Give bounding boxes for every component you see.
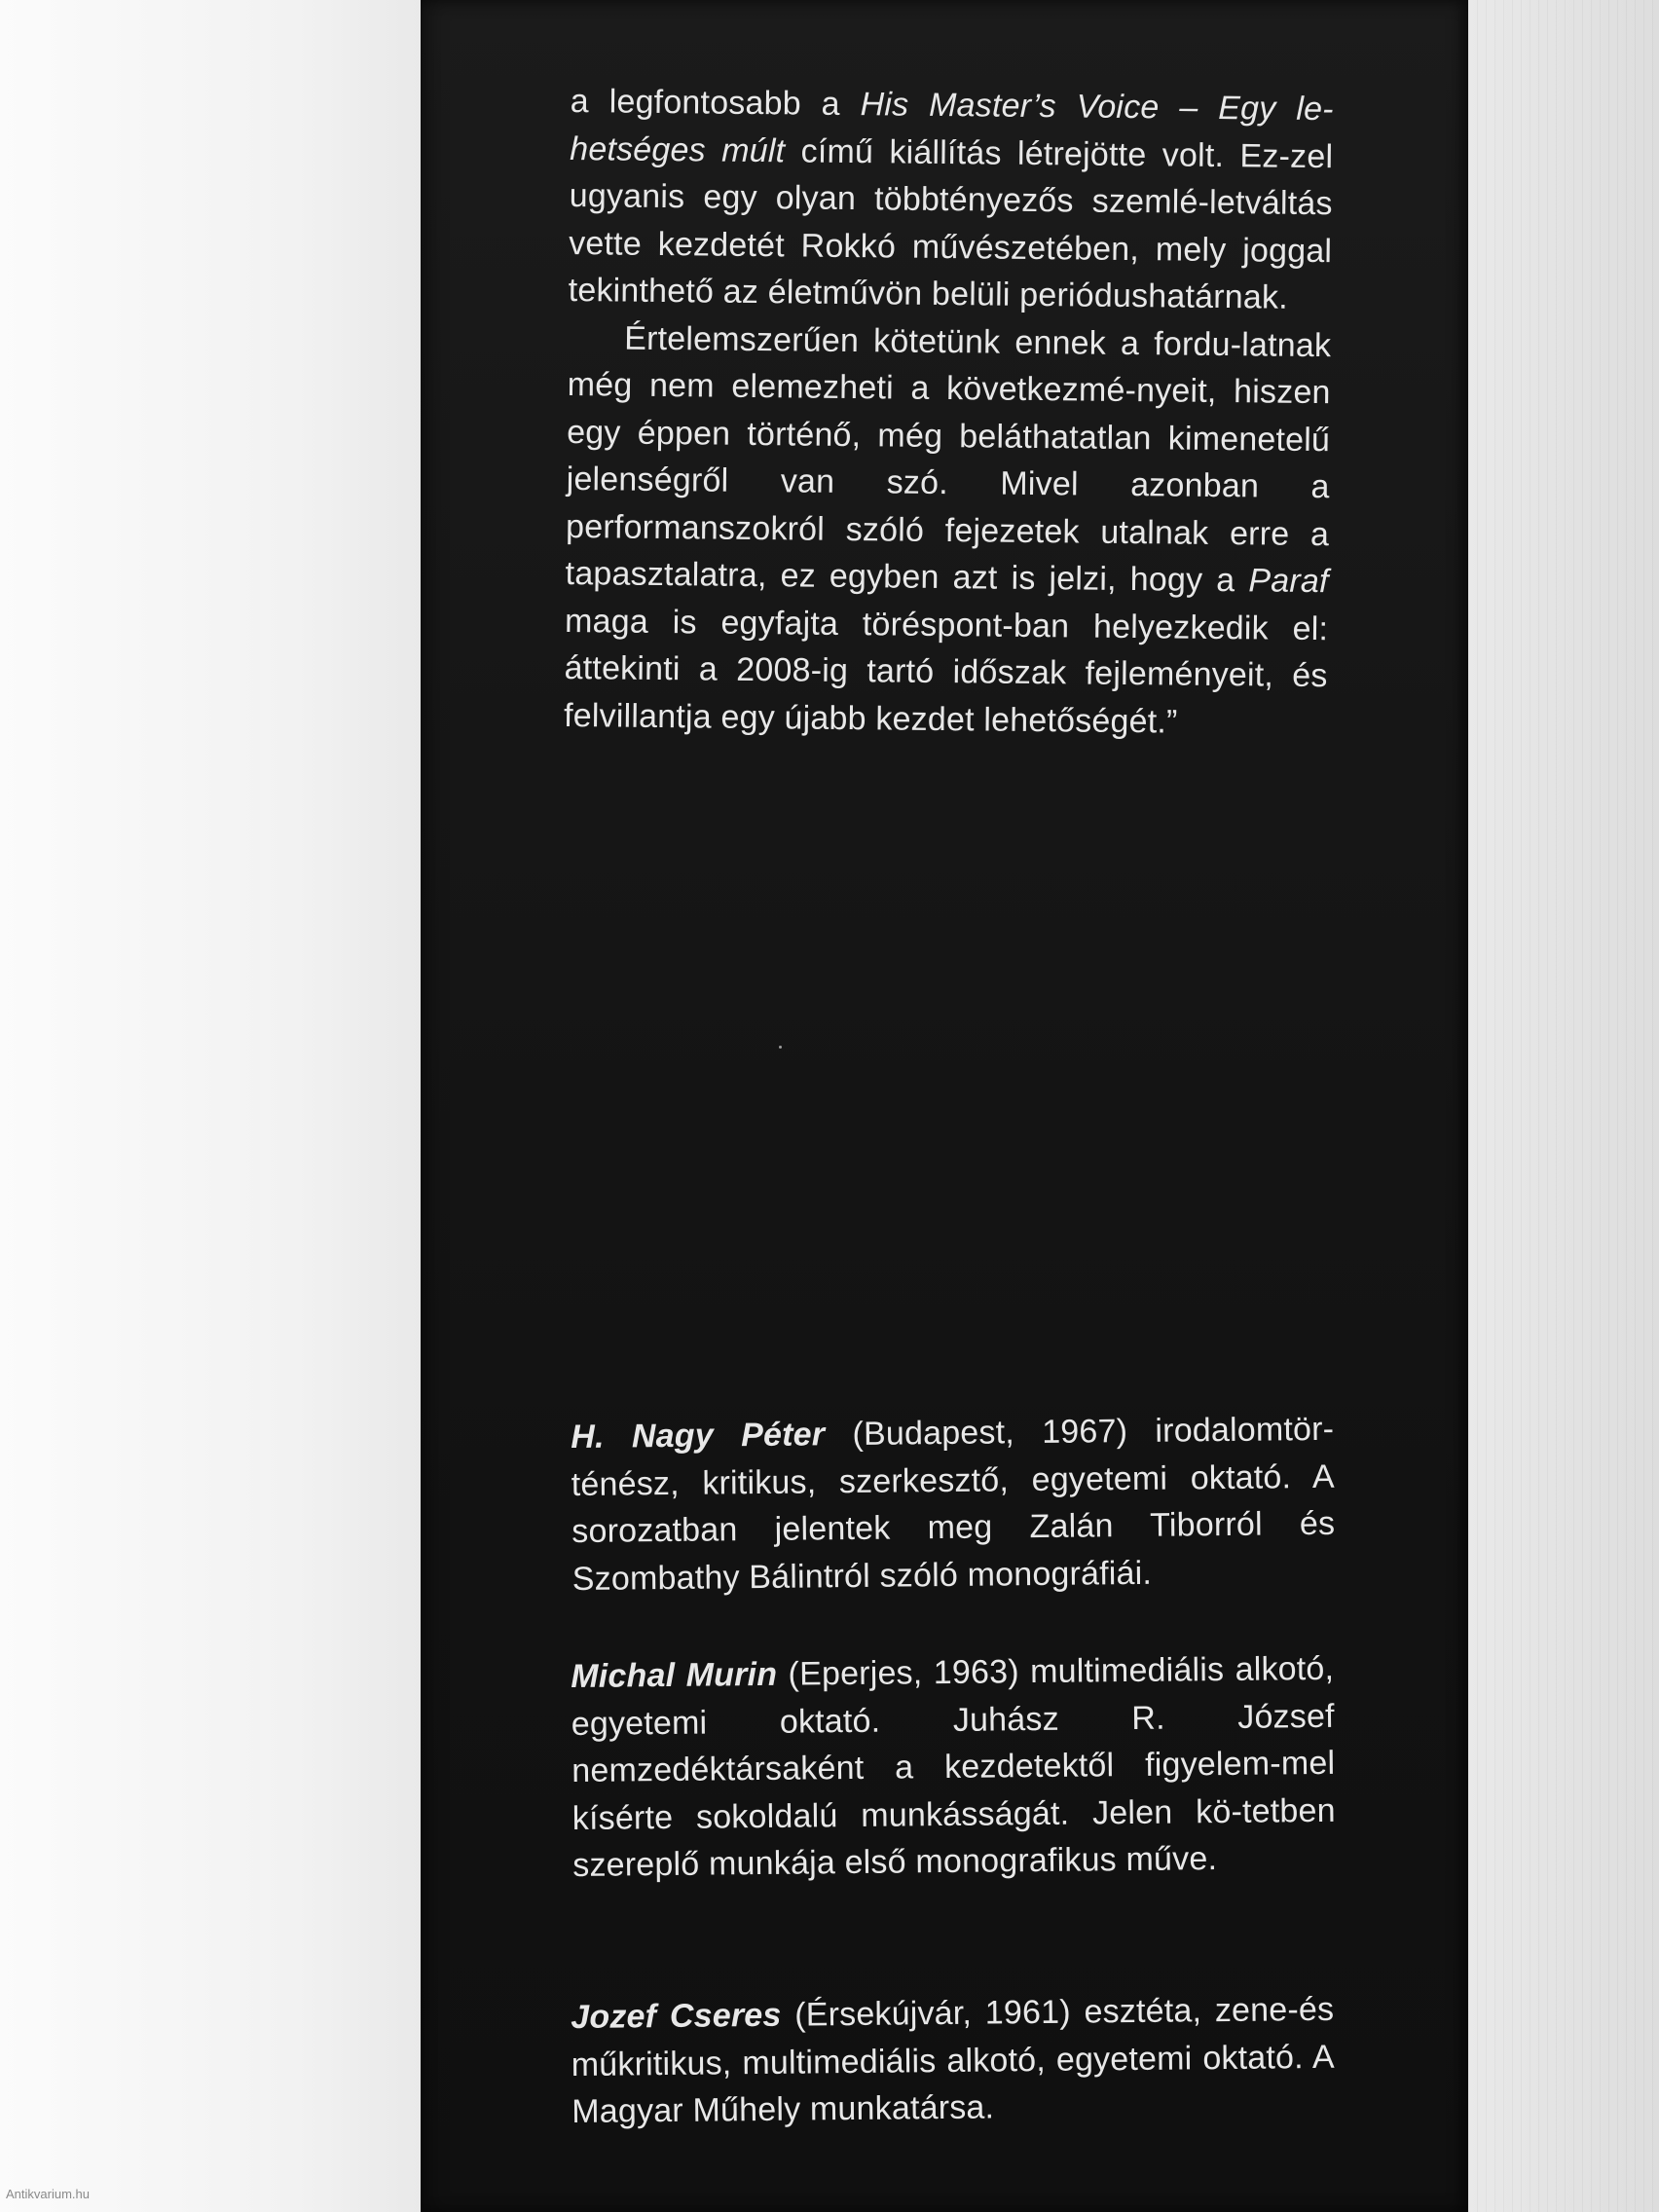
author-bio-murin <box>571 1645 1336 1890</box>
left-page-background <box>0 0 421 2212</box>
author-bio-cseres <box>571 1986 1335 2136</box>
quote-paragraph-1: a legfontosabb a His Master’s Voice – Egy le-hetséges múlt című kiállítás létrejötte volt. Ez-zel ugyanis egy olyan többtényezős szemlé-letváltás vette kezdetét Rokkó művészetében, mely joggal tekinthető az életművön belüli periódushatárnak. <box>568 82 1334 316</box>
author-bio-text: (Budapest, 1967) irodalomtör-ténész, kritikus, szerkesztő, egyetemi oktató. A sorozatban jelentek meg Zalán Tiborról és Szombathy Bálintról szóló monográfiái. <box>571 1410 1336 1598</box>
right-wood-background <box>1468 0 1659 2212</box>
speck <box>779 1046 782 1049</box>
watermark: Antikvarium.hu <box>6 2187 90 2201</box>
author-name: Jozef Cseres <box>571 1996 782 2036</box>
author-bio-text: (Érsekújvár, 1961) esztéta, zene-és műkritikus, multimediális alkotó, egyetemi oktató. A Magyar Műhely munkatársa. <box>571 1990 1335 2130</box>
author-name: Michal Murin <box>571 1655 778 1695</box>
author-name: H. Nagy Péter <box>571 1416 826 1456</box>
quote-block <box>564 78 1334 747</box>
exhibition-title: His Master’s Voice – Egy le-hetséges múlt <box>570 86 1334 169</box>
book-title: Paraf <box>1248 562 1329 601</box>
quote-paragraph-2: Értelemszerűen kötetünk ennek a fordu-latnak még nem elemezheti a következmé-nyeit, hiszen egy éppen történő, még beláthatatlan kimenetelű jelenségről van szó. Mivel azonban a performanszokról szóló fejezetek utalnak erre a tapasztalatra, ez egyben azt is jelzi, hogy a Paraf maga is egyfajta töréspont-ban helyezkedik el: áttekinti a 2008-ig tartó időszak fejleményeit, és felvillantja egy újabb kezdet lehetőségét.” <box>563 319 1332 741</box>
author-bio-nagy <box>571 1406 1336 1603</box>
author-bio-text: (Eperjes, 1963) multimediális alkotó, egyetemi oktató. Juhász R. József nemzedéktársaként a kezdetektől figyelem-mel kísérte sokoldalú munkásságát. Jelen kö-tetben szereplő munkája első monografikus műve. <box>571 1649 1336 1884</box>
